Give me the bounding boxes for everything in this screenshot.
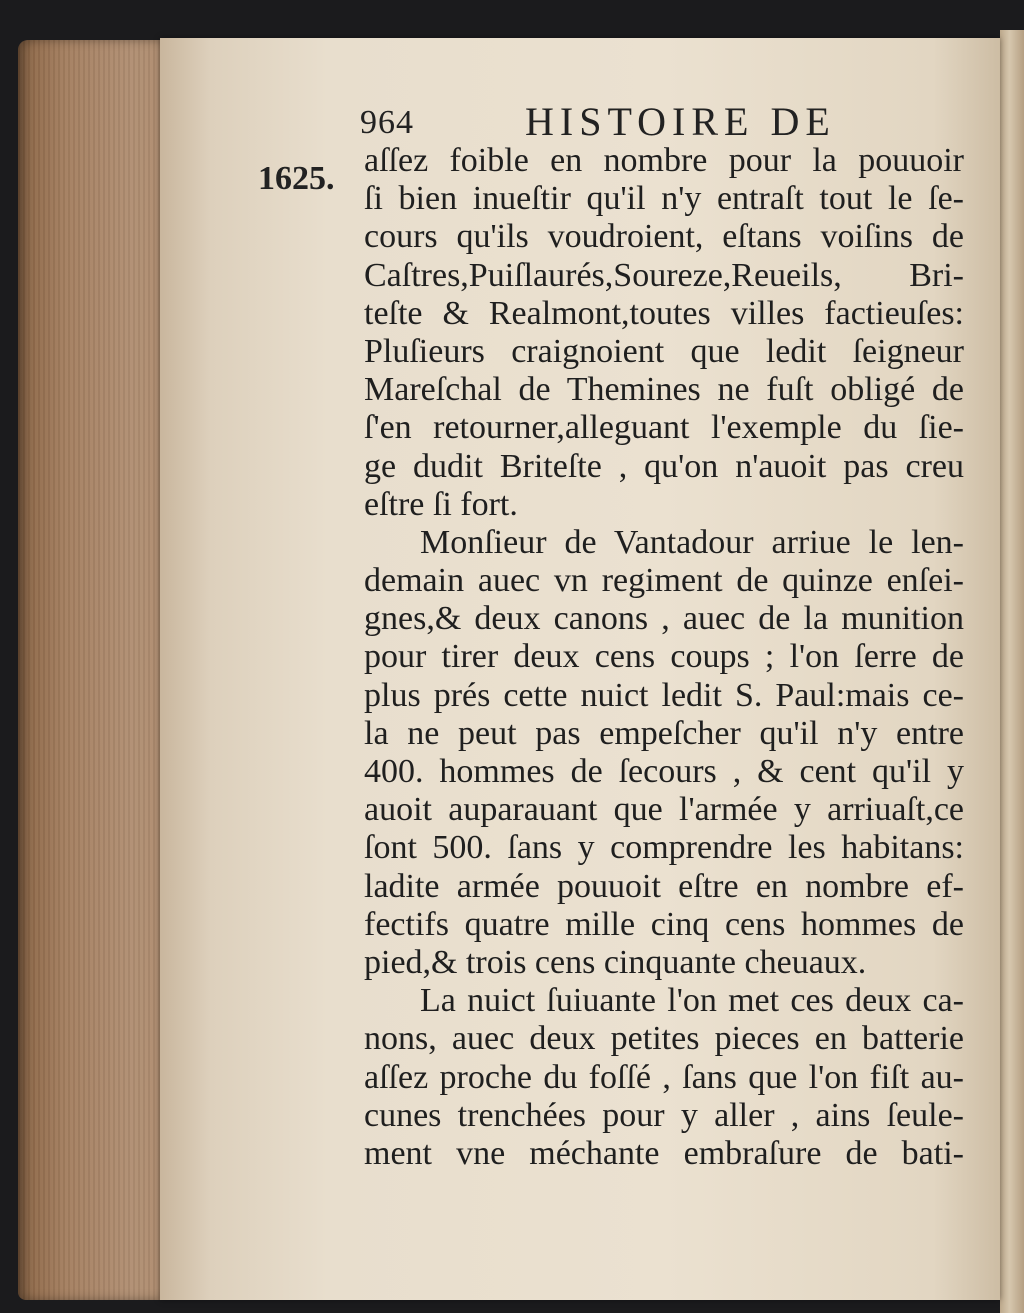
page-number: 964	[360, 104, 414, 141]
text-line: nons, auec deux petites pieces en batterie	[364, 1020, 964, 1058]
text-line: la ne peut pas empeſcher qu'il n'y entre	[364, 714, 964, 752]
text-line: 400. hommes de ſecours , & cent qu'il y	[364, 753, 964, 790]
text-line: gnes,& deux canons , auec de la munition	[364, 600, 964, 638]
text-line: aſſez proche du foſſé , ſans que l'on fiſt au-	[364, 1058, 964, 1096]
text-line: eſtre ſi fort.	[364, 485, 518, 523]
text-line: plus prés cette nuict ledit S. Paul:mais ce-	[364, 676, 964, 714]
running-head	[360, 98, 960, 142]
text-line: auoit auparauant que l'armée y arriuaſt,ce	[364, 791, 964, 829]
text-line: pied,& trois cens cinquante cheuaux.	[364, 943, 867, 981]
page-stack-edge	[1000, 30, 1024, 1313]
text-line: cours qu'ils voudroient, eſtans voiſins de	[364, 218, 964, 256]
text-line: ſi bien inueſtir qu'il n'y entraſt tout le ſe-	[364, 180, 964, 218]
text-line: cunes trenchées pour y aller , ains ſeule-	[364, 1096, 964, 1134]
text-line: fectifs quatre mille cinq cens hommes de	[364, 905, 964, 943]
running-title: HISTOIRE DE	[525, 99, 836, 144]
text-line: ge dudit Briteſte , qu'on n'auoit pas creu	[364, 447, 964, 485]
text-line: ſ'en retourner,alleguant l'exemple du ſie-	[364, 409, 964, 447]
text-line: ladite armée pouuoit eſtre en nombre ef-	[364, 867, 964, 905]
text-line: Caſtres,Puiſlaurés,Soureze,Reueils, Bri-	[364, 256, 964, 294]
text-line: La nuict ſuiuante l'on met ces deux ca-	[420, 982, 964, 1020]
text-line: Monſieur de Vantadour arriue le len-	[420, 523, 964, 561]
margin-year-note: 1625.	[258, 160, 335, 197]
text-line: Mareſchal de Themines ne fuſt obligé de	[364, 371, 964, 409]
body-text	[364, 142, 964, 1173]
text-line: ſont 500. ſans y comprendre les habitans:	[364, 829, 964, 867]
text-line: aſſez foible en nombre pour la pouuoir	[364, 142, 964, 179]
text-line: demain auec vn regiment de quinze enſei-	[364, 562, 964, 600]
text-line: teſte & Realmont,toutes villes factieuſes:	[364, 294, 964, 332]
text-line: pour tirer deux cens coups ; l'on ſerre de	[364, 638, 964, 676]
text-line: ment vne méchante embraſure de bati-	[364, 1134, 964, 1172]
text-line: Pluſieurs craignoient que ledit ſeigneur	[364, 332, 964, 370]
